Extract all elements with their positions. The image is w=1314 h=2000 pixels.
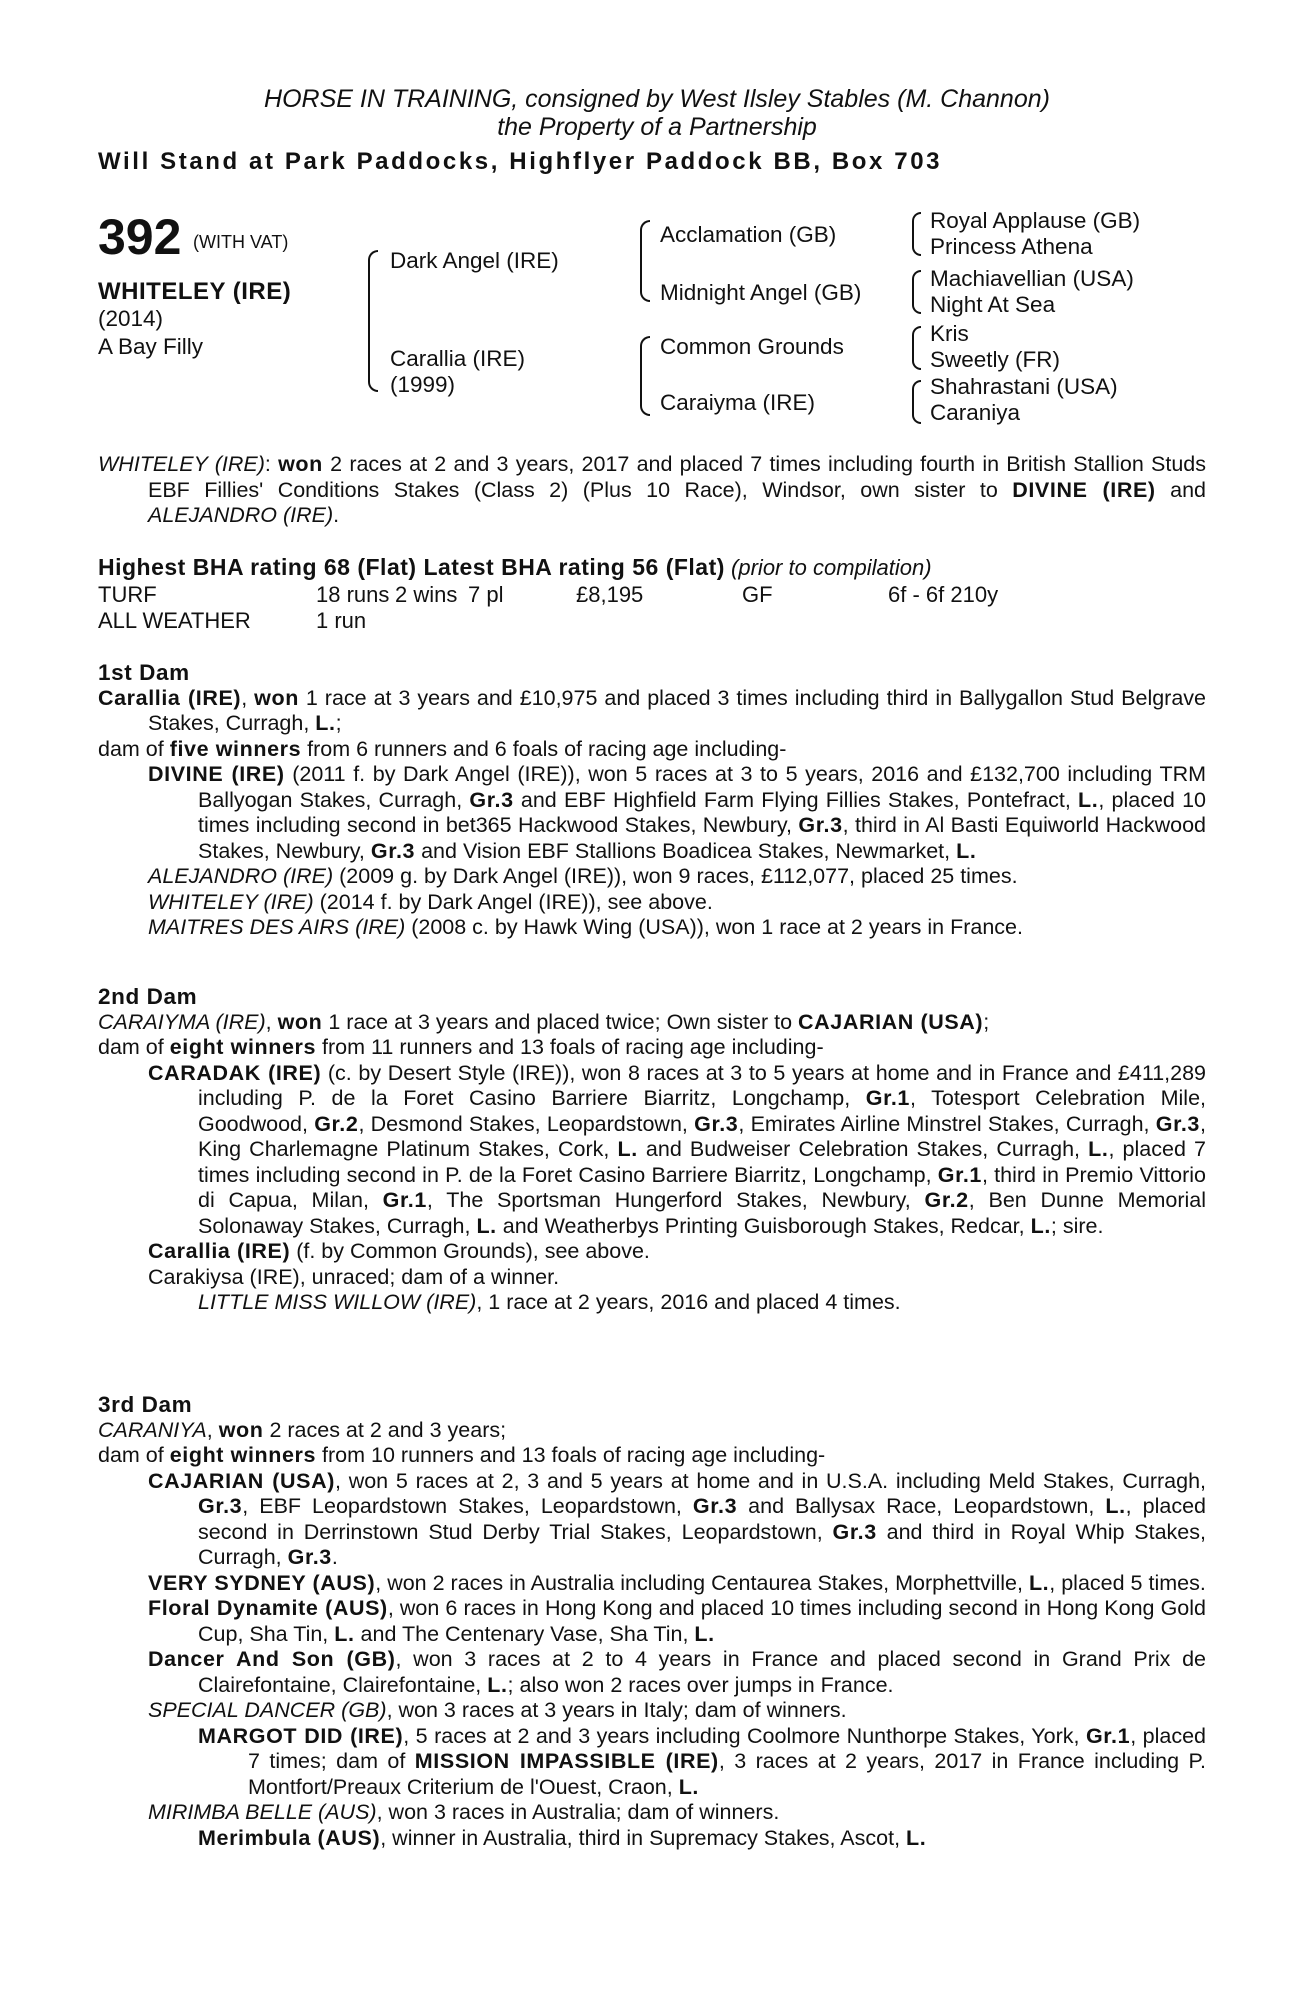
divine-gr3-c: Gr.3 (370, 838, 416, 863)
caradak-listed-a: L. (617, 1137, 638, 1161)
caraiyma-record: CARAIYMA (IRE), won 1 race at 3 years and placed twice; Own sister to CAJARIAN (USA); (98, 1009, 990, 1034)
dam: Carallia (IRE) (390, 346, 526, 371)
caraniya-record: CARANIYA, won 2 races at 2 and 3 years; (98, 1417, 507, 1442)
summary-text: 2 races at 2 and 3 years, 2017 and placed 7 times including fourth in British Stallion Studs EBF Fillies' Conditions Stakes (Class 2) (Plus 10 Race), Windsor, own sister to (148, 452, 1206, 502)
turf-label: TURF (98, 582, 157, 607)
very-sydney-record (98, 1571, 1206, 1597)
caradak-gr3-a: Gr.3 (694, 1111, 739, 1136)
caradak-listed-d: L. (1030, 1213, 1051, 1238)
summary-paragraph: WHITELEY (IRE): won 2 races at 2 and 3 years, 2017 and placed 7 times including fourth in British Stallion Studs EBF Fillies' Conditions Stakes (Class 2) (Plus 10 Race), Windsor, own sister to DIVINE (IRE) and ALEJANDRO (IRE). (98, 452, 1206, 527)
dd-sire: Shahrastani (USA) (930, 374, 1118, 399)
divine-text-3: , placed 10 times including second in bet365 Hackwood Stakes, Newbury, (198, 787, 1206, 837)
floral-dynamite-name: Floral Dynamite (AUS) (148, 1596, 388, 1620)
divine-name: DIVINE (IRE) (148, 762, 285, 786)
margot-did-record (98, 1724, 1206, 1801)
second-dam-heading: 2nd Dam (98, 984, 198, 1009)
margot-did-text-2: , placed 7 times; dam of (248, 1723, 1206, 1773)
rating-note: (prior to compilation) (731, 555, 932, 580)
special-dancer-name: SPECIAL DANCER (GB) (148, 1698, 387, 1722)
carallia-ref (98, 1239, 1206, 1265)
dam-dam: Caraiyma (IRE) (660, 390, 816, 415)
bracket-sire-line (640, 220, 650, 302)
horse-name: WHITELEY (IRE) (98, 278, 292, 305)
dam3-name: CARANIYA (98, 1417, 207, 1442)
dam3-text: 2 races at 2 and 3 years; (263, 1417, 507, 1442)
floral-dynamite-listed-a: L. (334, 1621, 355, 1646)
vat-label: (WITH VAT) (193, 232, 289, 252)
caradak-listed-b: L. (1088, 1137, 1109, 1161)
merimbula-text: , winner in Australia, third in Supremacy Stakes, Ascot, (380, 1825, 907, 1850)
margot-did-listed: L. (678, 1774, 699, 1799)
divine-gr3-b: Gr.3 (798, 813, 843, 837)
sire-sire: Acclamation (GB) (660, 222, 837, 247)
caradak-text-8: , third in Premio Vittorio di Capua, Milan, (198, 1162, 1206, 1212)
very-sydney-text-1: , won 2 races in Australia including Centaurea Stakes, Morphettville, (375, 1570, 1029, 1595)
caradak-name: CARADAK (IRE) (148, 1060, 322, 1085)
whiteley-text: (2014 f. by Dark Angel (IRE)), see above. (313, 889, 713, 914)
aw-label: ALL WEATHER (98, 608, 251, 633)
dancer-and-son-text-1: , won 3 races at 2 to 4 years in France and placed second in Grand Prix de Clairefontaine, Clairefontaine, (198, 1647, 1207, 1697)
sibling-alejandro: ALEJANDRO (IRE) (148, 503, 334, 527)
merimbula-name: Merimbula (AUS) (198, 1825, 381, 1850)
floral-dynamite-text-1: , won 6 races in Hong Kong and placed 10 times including second in Hong Kong Gold Cup, Sha Tin, (198, 1596, 1207, 1646)
dd-dam: Caraniya (930, 400, 1021, 425)
dam3-damof: dam of (98, 1443, 170, 1467)
carallia-record: Carallia (IRE), won 1 race at 3 years and £10,975 and placed 3 times including third in Ballygallon Stud Belgrave Stakes, Curragh, L.; (98, 685, 1206, 735)
dam2-text: 1 race at 3 years and placed twice; Own sister to (322, 1009, 799, 1034)
divine-listed-b: L. (956, 838, 977, 863)
dam3-runners: from 10 runners and 13 foals of racing age including- (316, 1443, 826, 1467)
margot-did-text-3: , 3 races at 2 years, 2017 in France including P. Montfort/Preaux Criterium de l'Ouest, Craon, (248, 1749, 1206, 1799)
dam2-damof: dam of (98, 1035, 170, 1059)
cajarian-text-5: and third in Royal Whip Stakes, Curragh, (198, 1519, 1206, 1569)
dancer-and-son-listed: L. (487, 1672, 508, 1697)
caradak-gr2-b: Gr.2 (924, 1188, 969, 1212)
carakiysa-text: Carakiysa (IRE), unraced; dam of a winner. (148, 1264, 560, 1289)
bracket-parents (368, 250, 378, 392)
floral-dynamite-text-2: and The Centenary Vase, Sha Tin, (354, 1621, 695, 1646)
special-dancer-text: , won 3 races at 3 years in Italy; dam of winners. (386, 1698, 847, 1722)
carakiysa-record (98, 1265, 1206, 1291)
divine-text-2: and EBF Highfield Farm Flying Fillies Stakes, Pontefract, (513, 787, 1079, 812)
dancer-and-son-record (98, 1647, 1206, 1698)
third-dam-heading: 3rd Dam (98, 1392, 193, 1417)
little-miss-willow-name: LITTLE MISS WILLOW (IRE) (198, 1290, 477, 1314)
stand-location: Will Stand at Park Paddocks, Highflyer Paddock BB, Box 703 (98, 148, 943, 175)
cajarian-text-1: , won 5 races at 2, 3 and 5 years at home and in U.S.A. including Meld Stakes, Curragh, (334, 1468, 1206, 1493)
cajarian-gr3-a: Gr.3 (198, 1494, 243, 1518)
ds-dam: Sweetly (FR) (930, 347, 1061, 372)
caradak-gr3-b: Gr.3 (1155, 1111, 1200, 1136)
little-miss-willow-text: , 1 race at 2 years, 2016 and placed 4 times. (476, 1290, 901, 1314)
caradak-text-3: , Desmond Stakes, Leopardstown, (358, 1111, 695, 1136)
dam1-listed: L. (315, 711, 336, 735)
rating-text: Highest BHA rating 68 (Flat) Latest BHA rating 56 (Flat) (98, 554, 725, 580)
bracket-ss (912, 212, 921, 256)
cajarian-name: CAJARIAN (USA) (148, 1468, 335, 1493)
divine-text-5: and Vision EBF Stallions Boadicea Stakes, Newmarket, (415, 838, 957, 863)
caradak-text-5: , King Charlemagne Platinum Stakes, Cork, (198, 1111, 1206, 1161)
bracket-dam-line (640, 336, 650, 416)
alejandro-name: ALEJANDRO (IRE) (148, 864, 334, 888)
turf-wins: 2 wins (395, 582, 458, 607)
caradak-gr1-c: Gr.1 (382, 1188, 427, 1212)
ss-sire: Royal Applause (GB) (930, 208, 1141, 233)
very-sydney-name: VERY SYDNEY (AUS) (148, 1570, 376, 1595)
cajarian-text-3: and Ballysax Race, Leopardstown, (737, 1494, 1106, 1518)
dam1-winners-count: five winners (169, 736, 302, 761)
lot-number: 392 (98, 209, 182, 265)
cajarian-record (98, 1469, 1206, 1571)
bracket-sd (912, 270, 921, 314)
sire: Dark Angel (IRE) (390, 248, 559, 273)
merimbula-record (98, 1826, 1206, 1852)
dam2-won: won (277, 1009, 323, 1034)
cajarian-gr3-d: Gr.3 (287, 1545, 332, 1569)
floral-dynamite-record (98, 1596, 1206, 1647)
sire-dam: Midnight Angel (GB) (660, 280, 862, 305)
cajarian-text-2: , EBF Leopardstown Stakes, Leopardstown, (242, 1494, 693, 1518)
dancer-and-son-name: Dancer And Son (GB) (148, 1647, 396, 1671)
caradak-gr1-a: Gr.1 (865, 1086, 910, 1110)
dam1-semi: ; (335, 711, 342, 735)
aw-runs: 1 run (316, 608, 367, 633)
caradak-text-11: and Weatherbys Printing Guisborough Stakes, Redcar, (496, 1213, 1031, 1238)
dam1-won: won (254, 685, 299, 710)
sibling-divine: DIVINE (IRE) (1012, 477, 1156, 502)
dam2-sister-cajarian: CAJARIAN (USA) (798, 1009, 984, 1034)
divine-gr3-a: Gr.3 (469, 787, 514, 812)
caradak-text-6: and Budweiser Celebration Stakes, Curragh, (637, 1137, 1089, 1161)
caradak-text-4: , Emirates Airline Minstrel Stakes, Curragh, (738, 1111, 1156, 1136)
divine-record (98, 762, 1206, 864)
first-dam-section (98, 660, 1206, 941)
bha-ratings (98, 554, 932, 581)
dam3-won: won (218, 1417, 264, 1442)
maitres-text: (2008 c. by Hawk Wing (USA)), won 1 race at 2 years in France. (405, 915, 1023, 939)
caradak-text-12: ; sire. (1050, 1213, 1104, 1238)
summary-horse-name: WHITELEY (IRE) (98, 452, 265, 476)
horse-year: (2014) (98, 306, 164, 331)
dam2-semi: ; (983, 1009, 990, 1034)
margot-did-name: MARGOT DID (IRE) (198, 1723, 404, 1748)
cajarian-gr3-b: Gr.3 (692, 1494, 738, 1518)
carallia-ref-name: Carallia (IRE) (148, 1239, 291, 1263)
dam2-produce-summary (98, 1035, 1206, 1061)
whiteley-name: WHITELEY (IRE) (148, 889, 314, 914)
dam3-produce-summary (98, 1443, 1206, 1469)
dam1-name: Carallia (IRE) (98, 685, 242, 710)
ss-dam: Princess Athena (930, 234, 1093, 259)
sd-sire: Machiavellian (USA) (930, 266, 1134, 291)
cajarian-gr3-c: Gr.3 (832, 1519, 877, 1544)
caradak-text-7: , placed 7 times including second in P. de la Foret Casino Barriere Biarritz, Longchamp, (198, 1137, 1206, 1187)
alejandro-text: (2009 g. by Dark Angel (IRE)), won 9 races, £112,077, placed 25 times. (333, 864, 1018, 888)
cajarian-text-4: , placed second in Derrinstown Stud Derby Trial Stakes, Leopardstown, (198, 1494, 1206, 1544)
caradak-text-9: , The Sportsman Hungerford Stakes, Newbury, (426, 1188, 925, 1212)
third-dam-section (98, 1392, 1206, 1851)
bracket-dd (912, 380, 921, 424)
consignment-line: HORSE IN TRAINING, consigned by West Ilsley Stables (M. Channon) (264, 85, 1050, 113)
special-dancer-record (98, 1698, 1206, 1724)
dam2-runners: from 11 runners and 13 foals of racing age including- (316, 1035, 824, 1059)
very-sydney-text-2: , placed 5 times. (1049, 1570, 1206, 1595)
bracket-ds (912, 326, 921, 370)
dam1-produce-summary (98, 737, 1206, 763)
very-sydney-listed: L. (1028, 1570, 1050, 1595)
horse-description: A Bay Filly (98, 334, 204, 359)
alejandro-record (98, 864, 1206, 890)
mirimba-belle-record (98, 1800, 1206, 1826)
turf-placed: 7 pl (468, 582, 504, 607)
mirimba-belle-text: , won 3 races in Australia; dam of winners. (376, 1800, 780, 1824)
ds-sire: Kris (930, 321, 969, 346)
maitres-name: MAITRES DES AIRS (IRE) (148, 915, 406, 939)
caradak-listed-c: L. (476, 1213, 497, 1238)
caradak-gr2-a: Gr.2 (314, 1111, 359, 1136)
carallia-ref-text: (f. by Common Grounds), see above. (290, 1239, 650, 1263)
turf-distance: 6f - 6f 210y (888, 582, 999, 607)
dam1-text: 1 race at 3 years and £10,975 and placed 3 times including third in Ballygallon Stud Belgrave Stakes, Curragh, (148, 685, 1206, 735)
little-miss-willow-record (98, 1290, 1206, 1316)
whiteley-record (98, 890, 1206, 916)
dam-sire: Common Grounds (660, 334, 844, 359)
turf-going: GF (742, 582, 773, 607)
dam1-runners: from 6 runners and 6 foals of racing age including- (301, 736, 787, 761)
sd-dam: Night At Sea (930, 292, 1056, 317)
summary-and: and (1155, 477, 1206, 502)
caradak-gr1-b: Gr.1 (937, 1162, 982, 1187)
merimbula-listed: L. (906, 1825, 927, 1850)
floral-dynamite-listed-b: L. (694, 1621, 715, 1646)
cajarian-listed: L. (1105, 1494, 1126, 1518)
margot-did-text-1: , 5 races at 2 and 3 years including Coolmore Nunthorpe Stakes, York, (403, 1723, 1086, 1748)
summary-end: . (333, 503, 340, 527)
maitres-record (98, 915, 1206, 941)
won-label: won (278, 452, 323, 476)
dam2-winners-count: eight winners (169, 1035, 317, 1059)
caradak-text-10: , Ben Dunne Memorial Solonaway Stakes, Curragh, (198, 1188, 1206, 1238)
mirimba-belle-name: MIRIMBA BELLE (AUS) (148, 1800, 377, 1824)
caradak-text-1: (c. by Desert Style (IRE)), won 8 races at 3 to 5 years at home and in France and £411,289 including P. de la Foret Casino Barriere Biarritz, Longchamp, (198, 1060, 1206, 1110)
caradak-text-2: , Totesport Celebration Mile, Goodwood, (198, 1086, 1207, 1136)
cajarian-end: . (331, 1545, 338, 1569)
margot-did-gr1: Gr.1 (1085, 1723, 1131, 1748)
divine-listed-a: L. (1078, 787, 1099, 812)
property-line: the Property of a Partnership (497, 113, 817, 141)
divine-text-1: (2011 f. by Dark Angel (IRE)), won 5 races at 3 to 5 years, 2016 and £132,700 including TRM Ballyogan Stakes, Curragh, (198, 762, 1207, 812)
turf-earnings: £8,195 (576, 582, 644, 607)
caradak-record (98, 1061, 1206, 1240)
turf-runs: 18 runs (316, 582, 390, 607)
second-dam-section (98, 984, 1206, 1316)
dancer-and-son-text-2: ; also won 2 races over jumps in France. (507, 1672, 894, 1697)
dam2-name: CARAIYMA (IRE) (98, 1009, 266, 1034)
dam-year: (1999) (390, 372, 456, 397)
first-dam-heading: 1st Dam (98, 660, 190, 685)
mission-impassible-name: MISSION IMPASSIBLE (IRE) (414, 1749, 719, 1773)
horse-summary (98, 452, 1206, 529)
dam3-winners-count: eight winners (169, 1443, 317, 1467)
divine-text-4: , third in Al Basti Equiworld Hackwood Stakes, Newbury, (198, 813, 1206, 863)
dam1-damof: dam of (98, 736, 170, 761)
